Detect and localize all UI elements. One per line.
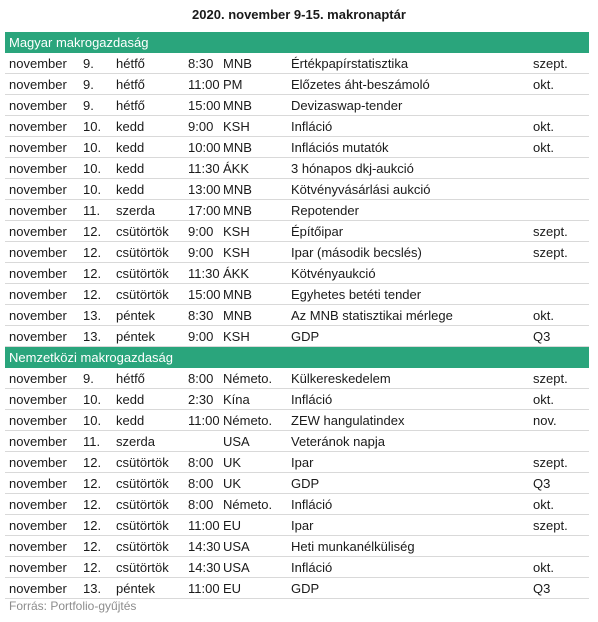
cell-period: szept.	[533, 455, 568, 470]
cell-month: november	[9, 140, 67, 155]
cell-period: szept.	[533, 245, 568, 260]
cell-day: 12.	[83, 476, 102, 491]
cell-event: GDP	[291, 476, 320, 491]
cell-weekday: csütörtök	[116, 560, 169, 575]
cell-source: USA	[223, 434, 250, 449]
cell-day: 11.	[83, 203, 101, 218]
table-row	[5, 53, 589, 74]
cell-weekday: hétfő	[116, 371, 145, 386]
cell-time: 17:00	[188, 203, 221, 218]
cell-event: Kötvényaukció	[291, 266, 376, 281]
cell-period: okt.	[533, 140, 554, 155]
cell-month: november	[9, 497, 67, 512]
cell-month: november	[9, 560, 67, 575]
cell-source: Németo.	[223, 497, 273, 512]
table-row	[5, 536, 589, 557]
cell-month: november	[9, 98, 67, 113]
cell-source: MNB	[223, 56, 252, 71]
table-row	[5, 515, 589, 536]
table-row	[5, 431, 589, 452]
cell-event: Devizaswap-tender	[291, 98, 403, 113]
cell-period: okt.	[533, 119, 554, 134]
cell-month: november	[9, 392, 67, 407]
cell-month: november	[9, 224, 67, 239]
cell-source: KSH	[223, 224, 250, 239]
table-row	[5, 578, 589, 599]
source-note: Forrás: Portfolio-gyűjtés	[9, 599, 137, 613]
table-row	[5, 95, 589, 116]
cell-month: november	[9, 77, 67, 92]
cell-event: Építőipar	[291, 224, 344, 239]
cell-day: 9.	[83, 98, 94, 113]
cell-time: 2:30	[188, 392, 214, 407]
cell-event: 3 hónapos dkj-aukció	[291, 161, 414, 176]
table-row	[5, 137, 589, 158]
table-row	[5, 158, 589, 179]
cell-weekday: kedd	[116, 161, 145, 176]
cell-month: november	[9, 245, 67, 260]
cell-event: ZEW hangulatindex	[291, 413, 405, 428]
cell-time: 14:30	[188, 560, 221, 575]
cell-time: 8:00	[188, 455, 214, 470]
cell-month: november	[9, 434, 67, 449]
cell-event: Előzetes áht-beszámoló	[291, 77, 430, 92]
cell-period	[533, 284, 589, 304]
cell-period	[533, 263, 589, 283]
cell-source: MNB	[223, 182, 252, 197]
table-row	[5, 410, 589, 431]
cell-day: 13.	[83, 308, 102, 323]
cell-period: szept.	[533, 518, 568, 533]
cell-time: 11:00	[188, 413, 220, 428]
cell-event: Értékpapírstatisztika	[291, 56, 409, 71]
cell-event: Az MNB statisztikai mérlege	[291, 308, 453, 323]
table-row	[5, 242, 589, 263]
cell-period: okt.	[533, 392, 554, 407]
cell-source: USA	[223, 560, 250, 575]
cell-weekday: csütörtök	[116, 266, 169, 281]
table-row	[5, 221, 589, 242]
cell-event: Ipar (második becslés)	[291, 245, 422, 260]
table-row	[5, 368, 589, 389]
cell-weekday: kedd	[116, 140, 145, 155]
cell-month: november	[9, 455, 67, 470]
page-title: 2020. november 9-15. makronaptár	[192, 7, 406, 22]
table-row	[5, 179, 589, 200]
cell-day: 9.	[83, 77, 94, 92]
cell-source: ÁKK	[223, 266, 250, 281]
cell-period	[533, 200, 589, 220]
cell-day: 9.	[83, 56, 94, 71]
cell-day: 10.	[83, 392, 102, 407]
cell-period	[533, 158, 589, 178]
cell-weekday: kedd	[116, 182, 145, 197]
cell-time: 8:00	[188, 497, 214, 512]
table-row	[5, 200, 589, 221]
cell-time: 14:30	[188, 539, 221, 554]
cell-time	[188, 431, 223, 451]
cell-time: 9:00	[188, 329, 214, 344]
cell-weekday: péntek	[116, 581, 156, 596]
cell-source: Németo.	[223, 371, 273, 386]
cell-period: nov.	[533, 413, 557, 428]
cell-weekday: csütörtök	[116, 455, 169, 470]
cell-weekday: csütörtök	[116, 497, 169, 512]
table-row	[5, 557, 589, 578]
cell-period: szept.	[533, 56, 568, 71]
cell-day: 10.	[83, 413, 102, 428]
cell-period: okt.	[533, 560, 554, 575]
table-row	[5, 116, 589, 137]
cell-source: MNB	[223, 203, 252, 218]
cell-time: 13:00	[188, 182, 221, 197]
cell-month: november	[9, 161, 67, 176]
table-row	[5, 473, 589, 494]
cell-day: 9.	[83, 371, 94, 386]
section-header: Nemzetközi makrogazdaság	[5, 347, 589, 368]
cell-day: 13.	[83, 581, 102, 596]
cell-period	[533, 431, 589, 451]
cell-weekday: csütörtök	[116, 224, 169, 239]
cell-month: november	[9, 203, 67, 218]
table-row	[5, 305, 589, 326]
cell-period	[533, 95, 589, 115]
cell-month: november	[9, 581, 67, 596]
cell-day: 10.	[83, 140, 102, 155]
cell-source: ÁKK	[223, 161, 250, 176]
cell-source: MNB	[223, 308, 252, 323]
cell-month: november	[9, 518, 67, 533]
cell-period	[533, 179, 589, 199]
cell-event: Inflációs mutatók	[291, 140, 389, 155]
cell-event: Infláció	[291, 560, 333, 575]
cell-day: 12.	[83, 245, 102, 260]
cell-time: 8:30	[188, 56, 214, 71]
cell-event: Külkereskedelem	[291, 371, 391, 386]
cell-weekday: kedd	[116, 119, 145, 134]
cell-weekday: hétfő	[116, 56, 145, 71]
table-row	[5, 389, 589, 410]
cell-source: PM	[223, 77, 243, 92]
cell-time: 8:00	[188, 371, 214, 386]
cell-day: 10.	[83, 161, 102, 176]
cell-source: KSH	[223, 245, 250, 260]
cell-time: 9:00	[188, 224, 214, 239]
cell-period: okt.	[533, 497, 554, 512]
section-header: Magyar makrogazdaság	[5, 32, 589, 53]
cell-day: 12.	[83, 266, 102, 281]
cell-period	[533, 536, 589, 556]
cell-source: MNB	[223, 98, 252, 113]
cell-day: 12.	[83, 560, 102, 575]
cell-event: GDP	[291, 329, 320, 344]
cell-day: 12.	[83, 224, 102, 239]
cell-event: Ipar	[291, 455, 314, 470]
cell-day: 10.	[83, 119, 102, 134]
table-row	[5, 494, 589, 515]
cell-period: szept.	[533, 224, 568, 239]
cell-time: 11:30	[188, 161, 220, 176]
cell-period: szept.	[533, 371, 568, 386]
cell-period: Q3	[533, 581, 551, 596]
cell-event: Heti munkanélküliség	[291, 539, 415, 554]
cell-day: 12.	[83, 455, 102, 470]
cell-time: 8:30	[188, 308, 214, 323]
cell-month: november	[9, 308, 67, 323]
cell-time: 9:00	[188, 245, 214, 260]
cell-weekday: csütörtök	[116, 245, 169, 260]
cell-source: MNB	[223, 140, 252, 155]
cell-event: Infláció	[291, 497, 333, 512]
cell-day: 10.	[83, 182, 102, 197]
cell-source: EU	[223, 581, 242, 596]
cell-source: MNB	[223, 287, 252, 302]
cell-day: 11.	[83, 434, 101, 449]
cell-event: Infláció	[291, 392, 333, 407]
cell-month: november	[9, 371, 67, 386]
table-row	[5, 284, 589, 305]
cell-time: 10:00	[188, 140, 221, 155]
cell-time: 11:30	[188, 266, 220, 281]
cell-weekday: csütörtök	[116, 287, 169, 302]
cell-weekday: hétfő	[116, 77, 145, 92]
cell-event: Egyhetes betéti tender	[291, 287, 422, 302]
cell-weekday: csütörtök	[116, 476, 169, 491]
cell-time: 15:00	[188, 98, 221, 113]
cell-weekday: szerda	[116, 434, 156, 449]
cell-weekday: kedd	[116, 392, 145, 407]
cell-time: 11:00	[188, 518, 220, 533]
cell-event: Veteránok napja	[291, 434, 385, 449]
cell-day: 13.	[83, 329, 102, 344]
cell-day: 12.	[83, 518, 102, 533]
table-row	[5, 74, 589, 95]
cell-weekday: hétfő	[116, 98, 145, 113]
cell-month: november	[9, 287, 67, 302]
cell-month: november	[9, 539, 67, 554]
cell-month: november	[9, 413, 67, 428]
cell-month: november	[9, 182, 67, 197]
calendar-table	[5, 32, 589, 599]
cell-source: EU	[223, 518, 242, 533]
cell-day: 12.	[83, 497, 102, 512]
cell-month: november	[9, 266, 67, 281]
cell-event: Ipar	[291, 518, 314, 533]
cell-time: 9:00	[188, 119, 214, 134]
cell-event: GDP	[291, 581, 320, 596]
cell-source: UK	[223, 476, 242, 491]
cell-period: okt.	[533, 308, 554, 323]
cell-time: 15:00	[188, 287, 221, 302]
cell-day: 12.	[83, 287, 102, 302]
cell-event: Infláció	[291, 119, 333, 134]
cell-weekday: szerda	[116, 203, 156, 218]
cell-source: USA	[223, 539, 250, 554]
cell-weekday: kedd	[116, 413, 145, 428]
cell-weekday: péntek	[116, 308, 156, 323]
cell-period: Q3	[533, 329, 551, 344]
cell-period: okt.	[533, 77, 554, 92]
cell-month: november	[9, 56, 67, 71]
cell-source: UK	[223, 455, 242, 470]
table-row	[5, 326, 589, 347]
cell-source: Kína	[223, 392, 250, 407]
table-row	[5, 452, 589, 473]
cell-source: KSH	[223, 119, 250, 134]
cell-source: Németo.	[223, 413, 273, 428]
cell-source: KSH	[223, 329, 250, 344]
cell-weekday: péntek	[116, 329, 156, 344]
cell-event: Kötvényvásárlási aukció	[291, 182, 431, 197]
cell-time: 11:00	[188, 581, 220, 596]
cell-time: 8:00	[188, 476, 214, 491]
cell-period: Q3	[533, 476, 551, 491]
cell-event: Repotender	[291, 203, 359, 218]
cell-month: november	[9, 476, 67, 491]
cell-weekday: csütörtök	[116, 518, 169, 533]
cell-time: 11:00	[188, 77, 220, 92]
cell-day: 12.	[83, 539, 102, 554]
table-row	[5, 263, 589, 284]
cell-weekday: csütörtök	[116, 539, 169, 554]
cell-month: november	[9, 329, 67, 344]
cell-month: november	[9, 119, 67, 134]
